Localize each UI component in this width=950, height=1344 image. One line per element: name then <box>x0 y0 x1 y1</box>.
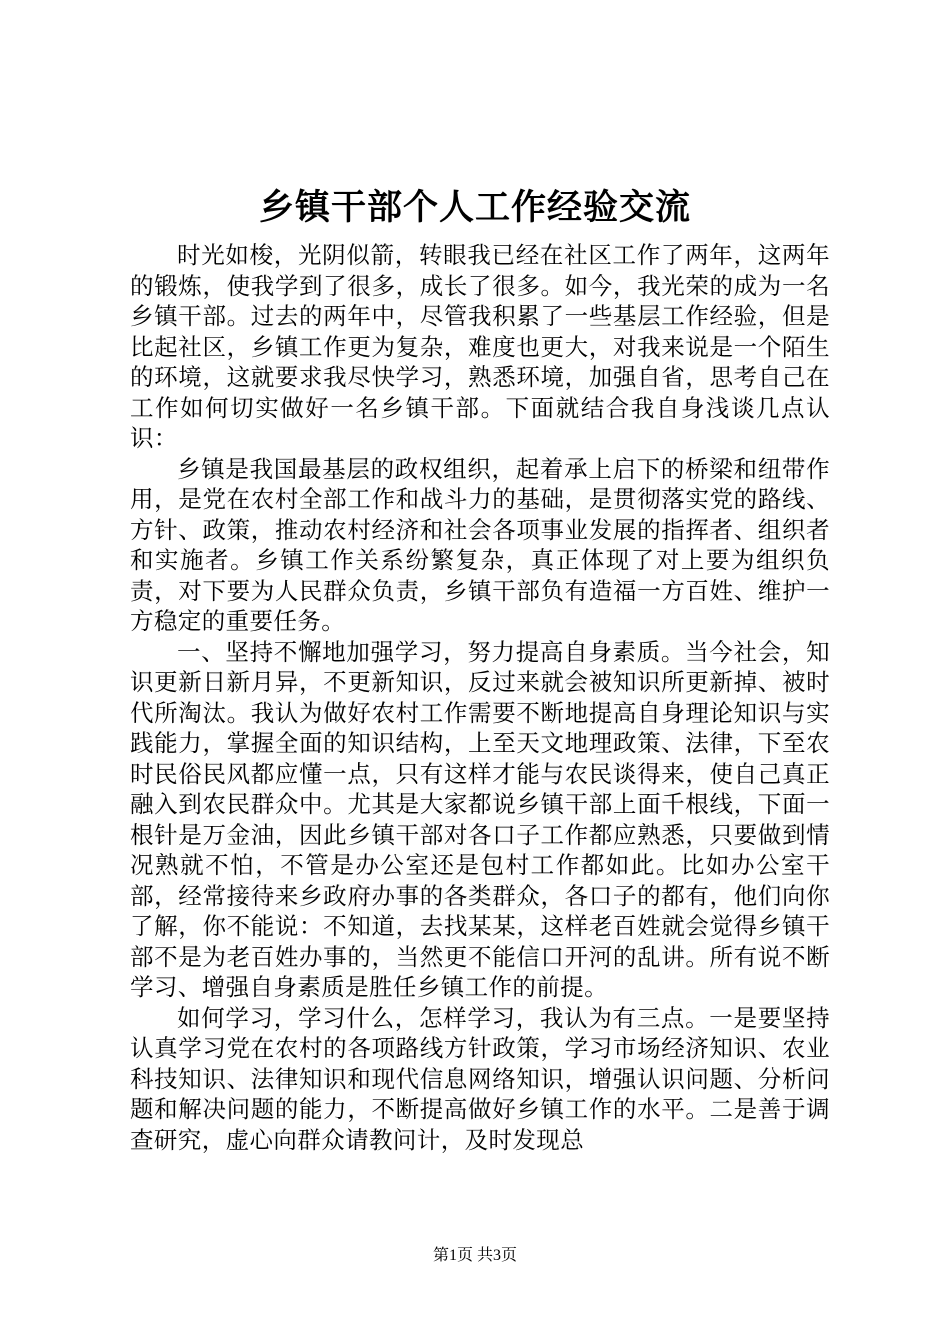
paragraph-township-role: 乡镇是我国最基层的政权组织，起着承上启下的桥梁和纽带作用，是党在农村全部工作和战斗力的基础，是贯彻落实党的路线、方针、政策，推动农村经济和社会各项事业发展的指挥者、组织者和实施者。乡镇工作关系纷繁复杂，真正体现了对上要为组织负责，对下要为人民群众负责，乡镇干部负有造福一方百姓、维护一方稳定的重要任务。 <box>130 454 830 635</box>
document-title: 乡镇干部个人工作经验交流 <box>258 187 691 228</box>
paragraph-point-one: 一、坚持不懈地加强学习，努力提高自身素质。当今社会，知识更新日新月异，不更新知识，反过来就会被知识所更新掉、被时代所淘汰。我认为做好农村工作需要不断地提高自身理论知识与实践能力，掌握全面的知识结构，上至天文地理政策、法律，下至农时民俗民风都应懂一点，只有这样才能与农民谈得来，使自己真正融入到农民群众中。尤其是大家都说乡镇干部上面千根线，下面一根针是万金油，因此乡镇干部对各口子工作都应熟悉，只要做到情况熟就不怕，不管是办公室还是包村工作都如此。比如办公室干部，经常接待来乡政府办事的各类群众，各口子的都有，他们向你了解，你不能说：不知道，去找某某，这样老百姓就会觉得乡镇干部不是为老百姓办事的，当然更不能信口开河的乱讲。所有说不断学习、增强自身素质是胜任乡镇工作的前提。 <box>130 637 830 1001</box>
page-footer: 第1页 共3页 <box>432 1247 517 1264</box>
paragraph-how-to-learn: 如何学习，学习什么，怎样学习，我认为有三点。一是要坚持认真学习党在农村的各项路线方针政策，学习市场经济知识、农业科技知识、法律知识和现代信息网络知识，增强认识问题、分析问题和解决问题的能力，不断提高做好乡镇工作的水平。二是善于调查研究，虚心向群众请教问计，及时发现总 <box>130 1003 830 1154</box>
paragraph-intro: 时光如梭，光阴似箭，转眼我已经在社区工作了两年，这两年的锻炼，使我学到了很多，成长了很多。如今，我光荣的成为一名乡镇干部。过去的两年中，尽管我积累了一些基层工作经验，但是比起社区，乡镇工作更为复杂，难度也更大，对我来说是一个陌生的环境，这就要求我尽快学习，熟悉环境，加强自省，思考自己在工作如何切实做好一名乡镇干部。下面就结合我自身浅谈几点认识： <box>130 241 830 452</box>
document-body <box>130 240 830 1155</box>
